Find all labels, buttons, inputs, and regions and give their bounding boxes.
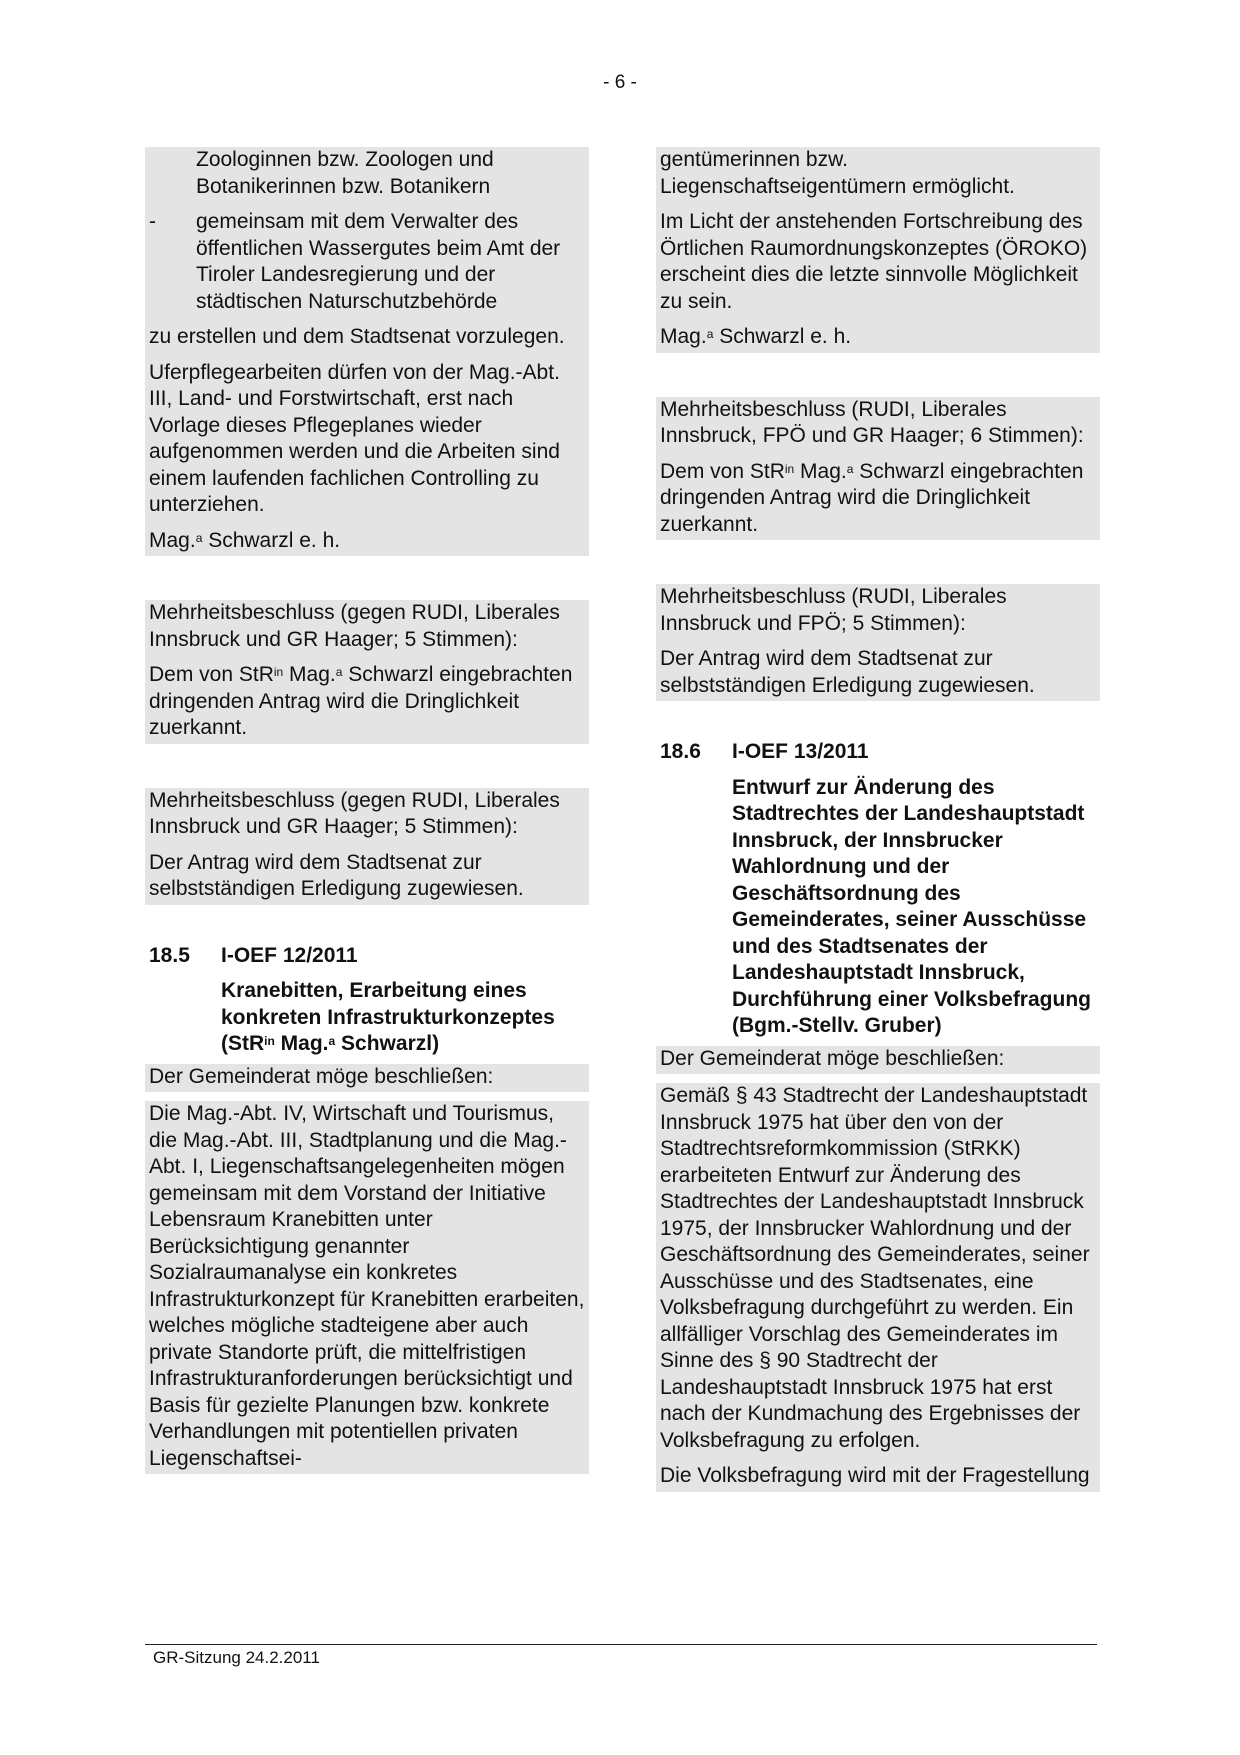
section-number: 18.5 <box>149 943 190 967</box>
vote-result: Mehrheitsbeschluss (gegen RUDI, Liberales Innsbruck und GR Haager; 5 Stimmen): <box>149 601 560 651</box>
dash-bullet: - <box>149 210 156 233</box>
page-number: - 6 - <box>603 72 637 93</box>
vote-result: Mehrheitsbeschluss (RUDI, Liberales Innsbruck und FPÖ; 5 Stimmen): <box>660 585 1007 635</box>
motion-text-block <box>145 147 589 556</box>
list-item <box>149 209 585 315</box>
signature: Mag.$^a$ Schwarzl e. h. <box>149 528 341 552</box>
section-code: I-OEF 13/2011 <box>732 740 869 763</box>
paragraph: Uferpflegearbeiten dürfen von der Mag.-Abt. III, Land- und Forstwirtschaft, erst nach Vorlage dieses Pflegeplanes wieder aufgenommen werden und die Arbeiten sind einem laufenden fachlichen Controlling zu unterziehen. <box>149 360 560 516</box>
paragraph: Der Gemeinderat möge beschließen: <box>660 1046 1005 1070</box>
motion-text-block <box>656 147 1100 353</box>
signature: Mag.$^a$ Schwarzl e. h. <box>660 325 852 348</box>
list-item-text: gemeinsam mit dem Verwalter des öffentlichen Wassergutes beim Amt der Tiroler Landesregierung und der städtischen Naturschutzbehörde <box>196 210 561 313</box>
section-number: 18.6 <box>660 740 701 763</box>
footer-divider <box>145 1644 1097 1645</box>
vote-result: Mehrheitsbeschluss (gegen RUDI, Liberales Innsbruck und GR Haager; 5 Stimmen): <box>149 788 560 838</box>
motion-intro <box>145 1064 589 1093</box>
paragraph: Die Mag.-Abt. IV, Wirtschaft und Tourismus, die Mag.-Abt. III, Stadtplanung und die Mag.-Abt. I, Liegenschaftsangelegenheiten mögen gemeinsam mit dem Vorstand der Initiative Lebensraum Kranebitten unter Berücksichtigung genannter Sozialraumanalyse ein konkretes Infrastrukturkonzept für Kranebitten erarbeiten, welches mögliche stadteigene aber auch private Standorte prüft, die mittelfristigen Infrastrukturanforderungen berücksichtigt und Basis für gezielte Planungen bzw. konkrete Verhandlungen mit potentiellen privaten Liegenschaftsei- <box>149 1102 585 1470</box>
left-column <box>145 147 589 1474</box>
resolution-text: Der Antrag wird dem Stadtsenat zur selbstständigen Erledigung zugewiesen. <box>149 850 524 900</box>
section-title: Entwurf zur Änderung des Stadtrechtes der Landeshauptstadt Innsbruck, der Innsbrucker Wahlordnung und der Geschäftsordnung des Gemeinderates, seiner Ausschüsse und des Stadtsenates der Landeshauptstadt Innsbruck, Durchführung einer Volksbefragung (Bgm.-Stellv. Gruber) <box>732 775 1091 1037</box>
paragraph: Die Volksbefragung wird mit der Fragestellung <box>660 1464 1090 1487</box>
resolution-block <box>145 788 589 905</box>
resolution-block <box>656 397 1100 541</box>
footer-text: GR-Sitzung 24.2.2011 <box>153 1648 320 1667</box>
section-heading <box>145 943 589 1058</box>
motion-text-block <box>145 1101 589 1474</box>
motion-intro <box>656 1046 1100 1075</box>
vote-result: Mehrheitsbeschluss (RUDI, Liberales Innsbruck, FPÖ und GR Haager; 6 Stimmen): <box>660 397 1084 447</box>
paragraph: Der Gemeinderat möge beschließen: <box>149 1064 494 1088</box>
paragraph: Im Licht der anstehenden Fortschreibung des Örtlichen Raumordnungskonzeptes (ÖROKO) erscheint dies die letzte sinnvolle Möglichkeit zu sein. <box>660 210 1088 313</box>
right-column <box>656 147 1100 1492</box>
resolution-text: Der Antrag wird dem Stadtsenat zur selbstständigen Erledigung zugewiesen. <box>660 647 1035 697</box>
resolution-block <box>656 584 1100 701</box>
motion-text-block <box>656 1083 1100 1492</box>
resolution-text: Dem von StR$^{in}$ Mag.$^a$ Schwarzl eingebrachten dringenden Antrag wird die Dringlichkeit zuerkannt. <box>149 663 573 739</box>
section-title: Kranebitten, Erarbeitung eines konkreten Infrastrukturkonzeptes (StR$^{in}$ Mag.$^a$ Schwarzl) <box>221 979 555 1055</box>
resolution-block <box>145 600 589 744</box>
resolution-text: Dem von StR$^{in}$ Mag.$^a$ Schwarzl eingebrachten dringenden Antrag wird die Dringlichkeit zuerkannt. <box>660 459 1084 536</box>
paragraph: Gemäß § 43 Stadtrecht der Landeshauptstadt Innsbruck 1975 hat über den von der Stadtrechtsreformkommission (StRKK) erarbeiteten Entwurf zur Änderung des Stadtrechtes der Landeshauptstadt Innsbruck 1975, der Innsbrucker Wahlordnung und der Geschäftsordnung des Gemeinderates, seiner Ausschüsse und des Stadtsenates, eine Volksbefragung durchgeführt zu werden. Ein allfälliger Vorschlag des Gemeinderates im Sinne des § 90 Stadtrecht der Landeshauptstadt Innsbruck 1975 hat erst nach der Kundmachung des Ergebnisses der Volksbefragung zu erfolgen. <box>660 1084 1090 1452</box>
paragraph: zu erstellen und dem Stadtsenat vorzulegen. <box>149 325 565 348</box>
section-heading <box>656 739 1100 1040</box>
paragraph: Zoologinnen bzw. Zoologen und Botanikerinnen bzw. Botanikern <box>196 148 494 198</box>
section-code: I-OEF 12/2011 <box>221 943 358 967</box>
paragraph: gentümerinnen bzw. Liegenschaftseigentümern ermöglicht. <box>660 148 1015 198</box>
